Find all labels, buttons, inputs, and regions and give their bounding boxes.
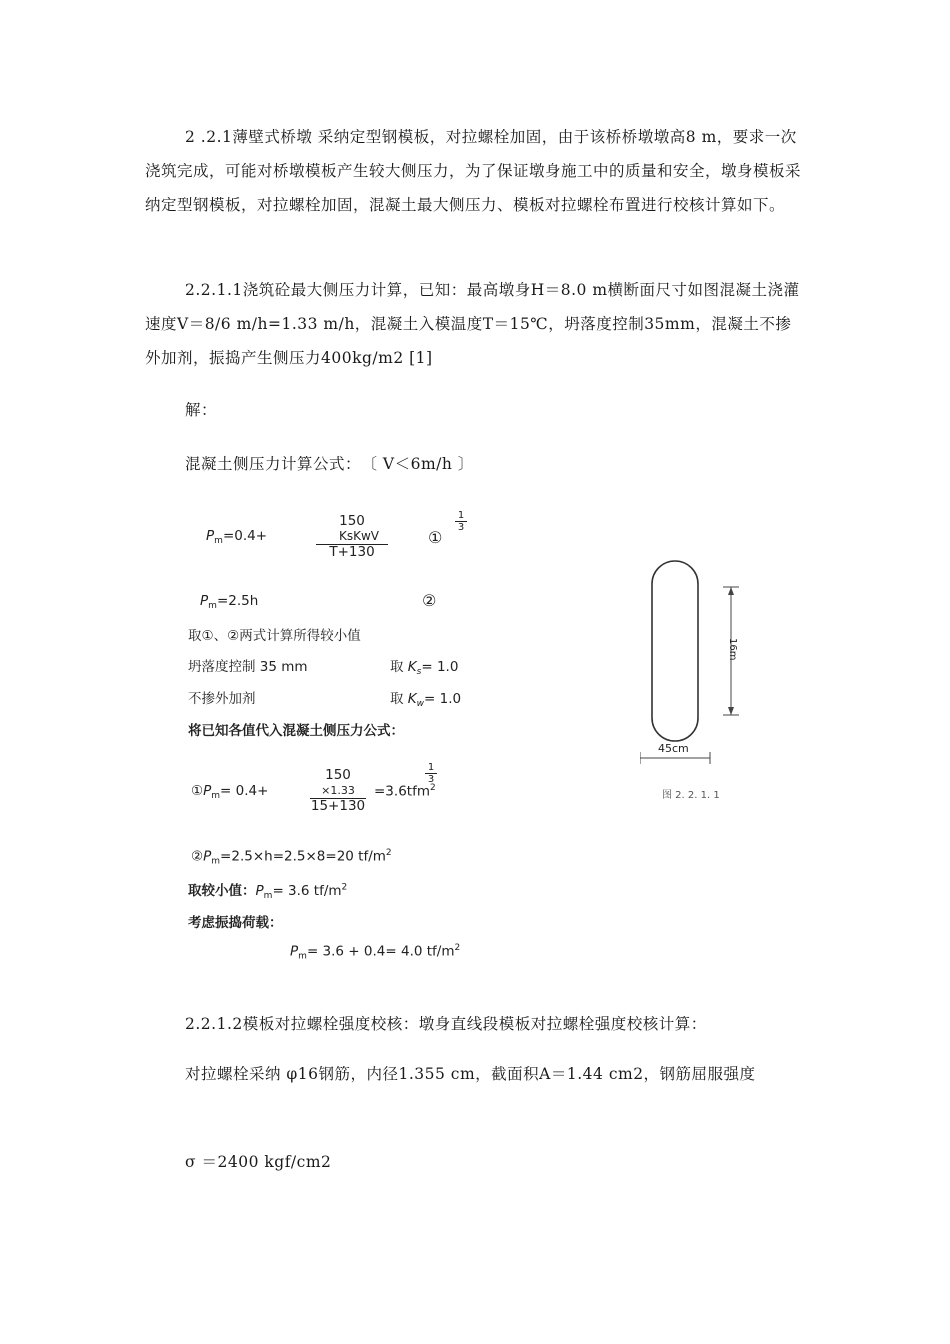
- calculation-1-mark: ①: [191, 783, 204, 799]
- formula-1-numerator: [316, 514, 388, 545]
- smaller-value: [188, 879, 347, 901]
- calculation-2: [191, 848, 392, 867]
- symbol-p: P: [203, 848, 212, 865]
- slump-coefficient-value: = 1.0: [421, 659, 459, 675]
- paragraph-bolt-strength-check: 2.2.1.2模板对拉螺栓强度校核：墩身直线段模板对拉螺栓强度校核计算：: [185, 1015, 707, 1033]
- formula-2-mark: ②: [422, 591, 437, 610]
- calculation-1-num-value: 150: [325, 767, 351, 783]
- symbol-p: P: [203, 783, 212, 799]
- calculation-1-numerator: [310, 768, 366, 799]
- calculation-1-num-speed: ×1.33: [321, 784, 355, 797]
- additive-coefficient-value: = 1.0: [424, 691, 462, 707]
- additive-coefficient: [390, 687, 461, 709]
- symbol-k: K: [407, 691, 417, 707]
- calculation-1-exponent: [425, 762, 437, 785]
- paragraph-known-conditions: 2.2.1.1浇筑砼最大侧压力计算，已知：最高墩身H＝8.0 m横断面尺寸如图混凝土浇灌速度V＝8/6 m/h=1.33 m/h，混凝土入模温度T＝15℃，坍落度控制35mm，混凝土不掺外加剂，振捣产生侧压力400kg/m2 [1]: [145, 281, 800, 367]
- height-arrow-top: [728, 587, 734, 595]
- calculation-2-text: =2.5×h=2.5×8=20 tf/m: [220, 848, 386, 865]
- yield-strength-formula: σ ＝2400 kgf/cm2: [185, 1153, 332, 1171]
- symbol-p: P: [255, 883, 264, 899]
- smaller-value-label: 取较小值：: [188, 883, 256, 899]
- subscript-m: m: [211, 791, 221, 801]
- formula-intro: 混凝土侧压力计算公式： 〔 V＜6m/h 〕: [185, 455, 474, 473]
- final-pressure: [290, 943, 460, 962]
- vibration-load-label: 考虑振捣荷载：: [188, 915, 283, 931]
- subscript-m: m: [214, 536, 223, 546]
- final-pressure-value: = 3.6 + 0.4= 4.0 tf/m: [306, 943, 455, 960]
- formula-1-denominator: T+130: [329, 544, 375, 560]
- calculation-1-result: [374, 783, 436, 800]
- paragraph-bolt-spec: 对拉螺栓采纳 φ16钢筋，内径1.355 cm，截面积A＝1.44 cm2，钢筋屈服强度: [185, 1065, 756, 1083]
- figure-caption: 图 2. 2. 1. 1: [662, 790, 720, 801]
- calculation-1-fraction: [310, 768, 366, 814]
- subscript-w: w: [416, 699, 425, 709]
- formula-2: [200, 593, 258, 611]
- height-dimension-label: 16m: [727, 638, 738, 661]
- symbol-p: P: [206, 528, 215, 544]
- exponent-denominator: 3: [457, 522, 465, 533]
- calculation-2-mark: ②: [191, 848, 204, 865]
- subscript-m: m: [298, 951, 307, 962]
- slump-label: 坍落度控制 35 mm: [188, 659, 308, 675]
- solution-label: 解：: [185, 401, 218, 419]
- subscript-s: s: [416, 667, 422, 677]
- formula-2-prefix: =2.5h: [216, 593, 259, 609]
- take-word: 取: [390, 659, 404, 675]
- final-pressure-exponent: 2: [454, 943, 461, 953]
- formula-1-fraction: [316, 514, 388, 560]
- symbol-p: P: [290, 943, 299, 960]
- calculation-2-exponent: 2: [385, 848, 392, 858]
- subscript-m: m: [263, 891, 273, 901]
- exponent-numerator: 1: [455, 510, 467, 522]
- formula-1-exponent: [455, 510, 467, 533]
- paragraph-intro: 2 .2.1薄壁式桥墩 采纳定型钢模板，对拉螺栓加固，由于该桥桥墩墩高8 m，要求一次浇筑完成，可能对桥墩模板产生较大侧压力，为了保证墩身施工中的质量和安全，墩身模板采纳定型钢模板，对拉螺栓加固，混凝土最大侧压力、模板对拉螺栓布置进行校核计算如下。: [145, 128, 802, 214]
- substitute-values: 将已知各值代入混凝土侧压力公式：: [188, 723, 404, 739]
- smaller-value-number: = 3.6 tf/m: [272, 883, 342, 899]
- formula-1-num-value: 150: [339, 513, 365, 529]
- additive-label: 不掺外加剂: [188, 691, 256, 707]
- height-arrow-bottom: [728, 707, 734, 715]
- calculation-1-result-value: =3.6tfm: [374, 783, 430, 800]
- calculation-1: [191, 783, 268, 801]
- symbol-k: K: [407, 659, 417, 675]
- calculation-1-denominator: 15+130: [310, 798, 366, 814]
- take-smaller-value: 取①、②两式计算所得较小值: [188, 628, 361, 644]
- subscript-m: m: [208, 601, 217, 611]
- slump-coefficient: [390, 655, 458, 677]
- smaller-value-exponent: 2: [341, 882, 348, 893]
- formula-1-prefix: =0.4+: [222, 528, 268, 544]
- width-dimension-label: 45cm: [658, 742, 689, 755]
- calculation-1-prefix: = 0.4+: [220, 783, 269, 799]
- exponent-numerator: 1: [425, 762, 437, 774]
- pier-cross-section-figure: [640, 555, 760, 795]
- take-word: 取: [390, 691, 404, 707]
- exponent-denominator: 3: [427, 774, 435, 785]
- symbol-p: P: [200, 593, 209, 609]
- formula-1-num-coeff: KsKwV: [338, 529, 379, 543]
- formula-1: [206, 528, 267, 546]
- formula-1-mark: ①: [428, 528, 443, 547]
- calculation-1-result-exponent: 2: [429, 783, 436, 793]
- subscript-m: m: [211, 856, 221, 867]
- pier-outline: [652, 561, 698, 741]
